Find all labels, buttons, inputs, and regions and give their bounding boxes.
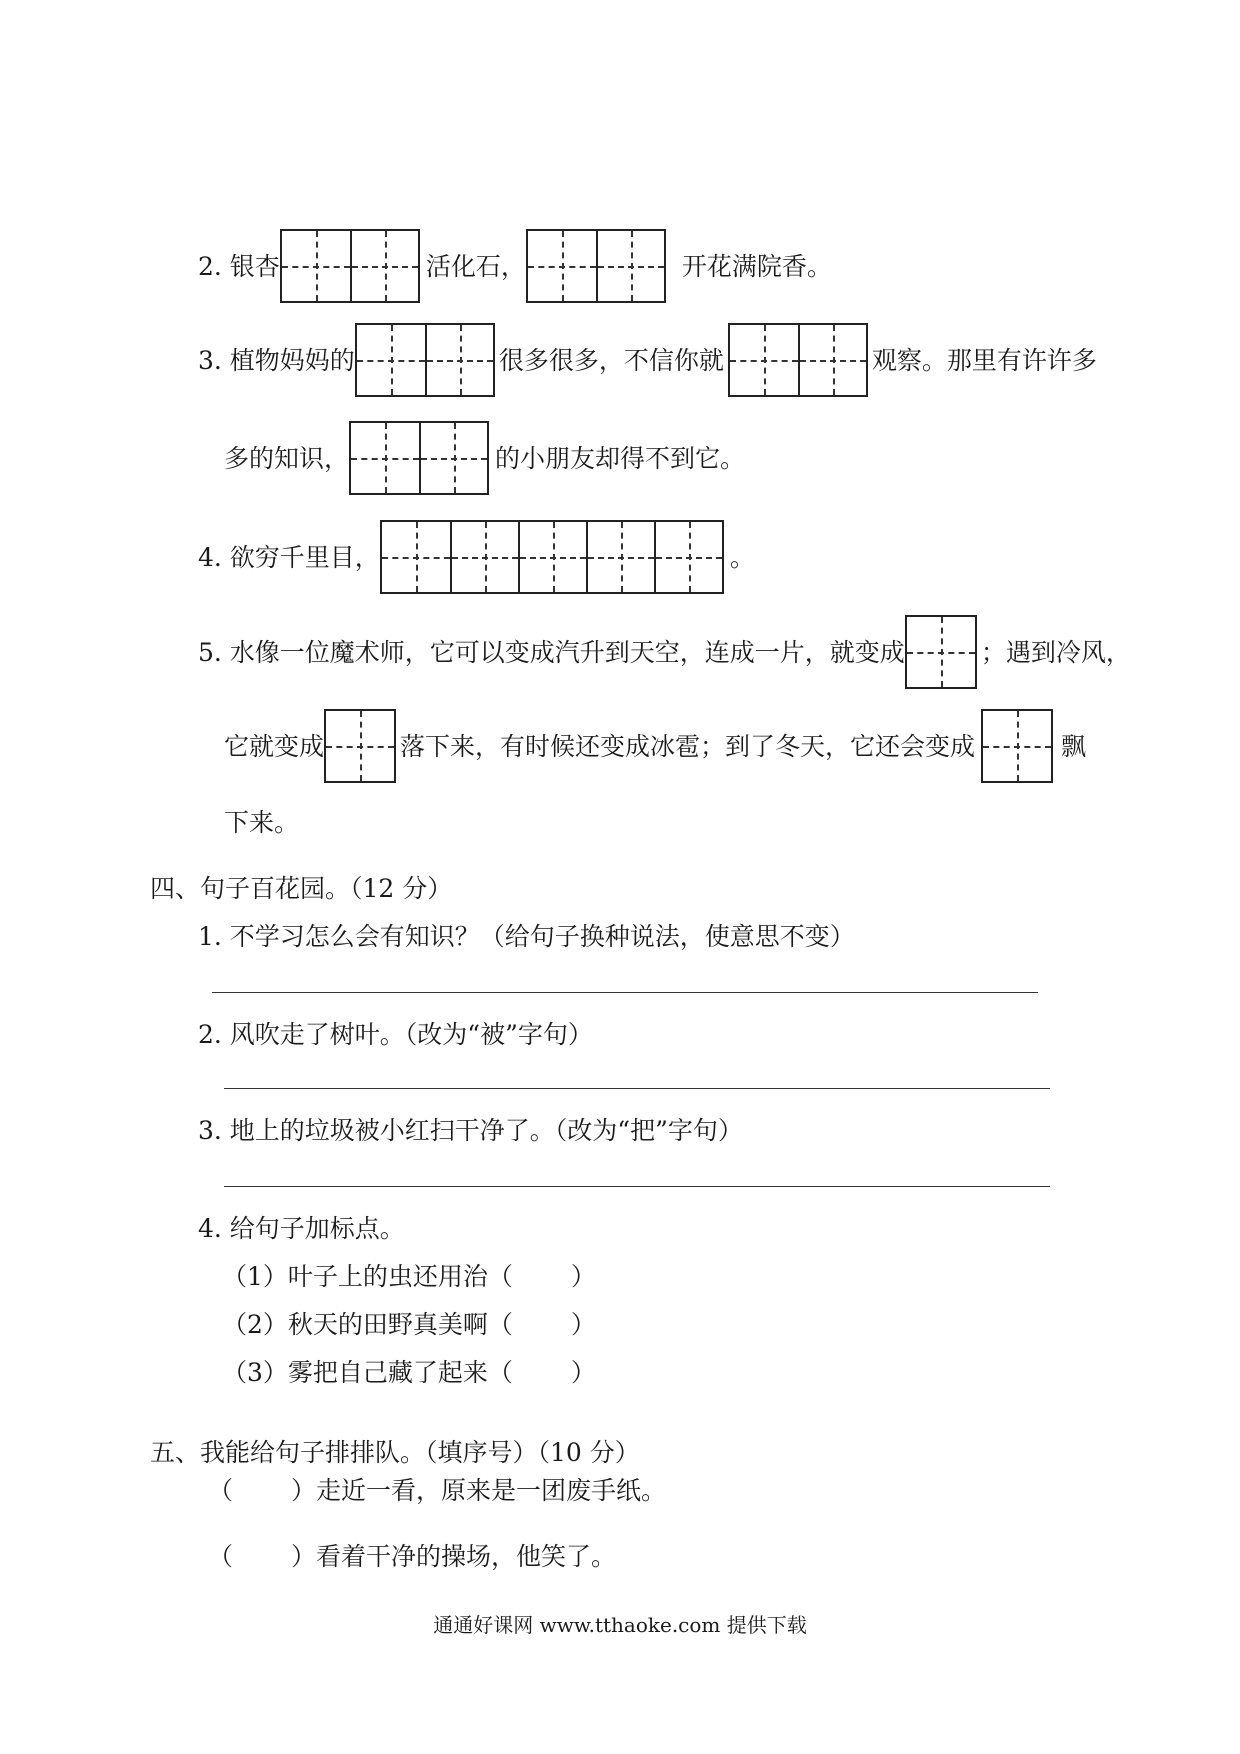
q3-prefix: 3. 植物妈妈的 (198, 345, 355, 375)
punctuation-item-1: （1）叶子上的虫还用治（ ） (222, 1262, 596, 1291)
question-5-line (198, 610, 1131, 694)
char-box[interactable] (357, 325, 425, 395)
q3-answer-grid-1[interactable] (355, 323, 495, 397)
answer-line-1[interactable] (212, 992, 1038, 993)
q2-prefix: 2. 银杏 (198, 251, 280, 281)
section-4-q4: 4. 给句子加标点。 (198, 1214, 405, 1243)
q5-line2-mid: 落下来，有时候还变成冰雹；到了冬天，它还会变成 (400, 731, 976, 761)
q3-answer-grid-2[interactable] (728, 323, 868, 397)
section-5-heading: 五、我能给句子排排队。（填序号）（10 分） (150, 1438, 640, 1467)
char-box[interactable] (730, 325, 798, 395)
q2-answer-grid-1[interactable] (280, 229, 420, 303)
char-box[interactable] (282, 231, 350, 301)
q5-prefix: 5. 水像一位魔术师，它可以变成汽升到天空，连成一片，就变成 (198, 637, 905, 667)
punctuation-item-3: （3）雾把自己藏了起来（ ） (222, 1358, 596, 1387)
section-4-q1: 1. 不学习怎么会有知识？（给句子换种说法，使意思不变） (198, 922, 855, 951)
question-4-line (198, 515, 755, 599)
q3-line2-prefix: 多的知识， (224, 443, 350, 473)
q3-line2-suffix: 的小朋友却得不到它。 (495, 443, 746, 473)
q2-suffix: 开花满院香。 (681, 251, 832, 281)
q5-line3: 下来。 (224, 808, 300, 837)
question-3-line-2 (224, 416, 745, 500)
char-box[interactable] (425, 325, 493, 395)
section-4-q2: 2. 风吹走了树叶。（改为“被”字句） (198, 1020, 593, 1049)
char-box[interactable] (382, 522, 450, 592)
question-2-line (198, 224, 832, 308)
char-box[interactable] (350, 231, 418, 301)
q5-line2-prefix: 它就变成 (224, 731, 325, 761)
char-box[interactable] (419, 423, 487, 493)
char-box[interactable] (528, 231, 596, 301)
q5-answer-box-2[interactable] (324, 709, 396, 783)
char-box[interactable] (450, 522, 518, 592)
answer-line-3[interactable] (224, 1186, 1050, 1187)
punctuation-item-2: （2）秋天的田野真美啊（ ） (222, 1310, 596, 1339)
q5-mid: ；遇到冷风， (980, 637, 1131, 667)
q4-answer-grid[interactable] (380, 520, 724, 594)
char-box[interactable] (798, 325, 866, 395)
char-box[interactable] (596, 231, 664, 301)
char-box[interactable] (983, 711, 1051, 781)
q5-answer-box-3[interactable] (981, 709, 1053, 783)
answer-line-2[interactable] (224, 1088, 1050, 1089)
char-box[interactable] (586, 522, 654, 592)
q3-answer-grid-3[interactable] (349, 421, 489, 495)
q4-suffix: 。 (729, 542, 755, 572)
question-3-line (198, 318, 1097, 402)
section-4-q3: 3. 地上的垃圾被小红扫干净了。（改为“把”字句） (198, 1116, 743, 1145)
order-item-1: （ ）走近一看，原来是一团废手纸。 (208, 1476, 666, 1505)
order-item-2: （ ）看着干净的操场，他笑了。 (208, 1542, 616, 1571)
q3-mid: 很多很多，不信你就 (498, 345, 724, 375)
section-4-heading: 四、句子百花园。（12 分） (150, 874, 453, 903)
q2-answer-grid-2[interactable] (526, 229, 666, 303)
q4-prefix: 4. 欲穷千里目， (198, 542, 380, 572)
char-box[interactable] (351, 423, 419, 493)
q3-suffix: 观察。那里有许许多 (871, 345, 1097, 375)
footer-source: 通通好课网 www.tthaoke.com 提供下载 (433, 1613, 807, 1637)
char-box[interactable] (518, 522, 586, 592)
q5-line2-suffix: 飘 (1061, 731, 1087, 761)
q2-mid: 活化石， (425, 251, 526, 281)
char-box[interactable] (654, 522, 722, 592)
q5-answer-box-1[interactable] (905, 615, 977, 689)
char-box[interactable] (907, 617, 975, 687)
question-5-line-2 (224, 704, 1086, 788)
char-box[interactable] (326, 711, 394, 781)
